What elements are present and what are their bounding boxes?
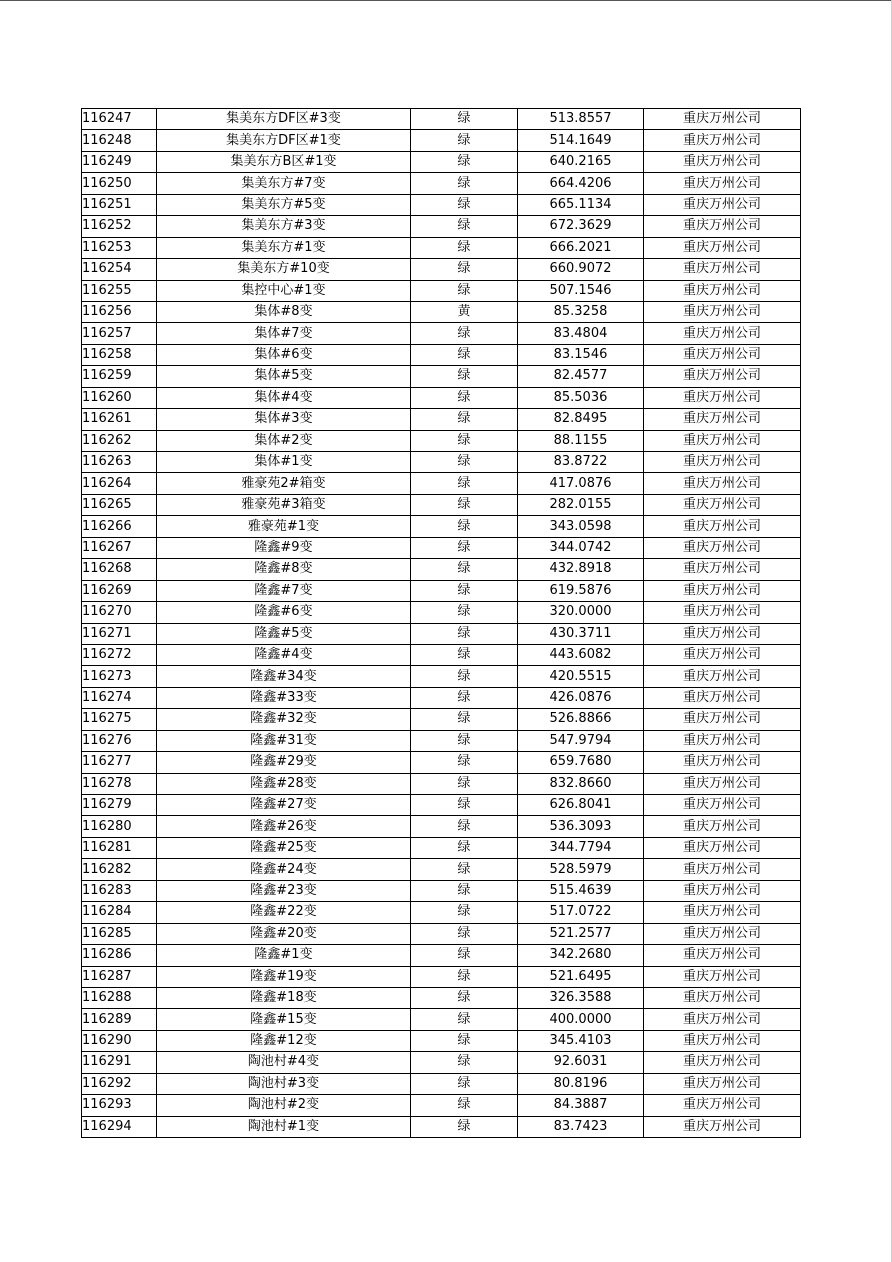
company-cell: 重庆万州公司 — [644, 580, 801, 601]
row-id-cell: 116293 — [82, 1095, 157, 1116]
value-cell: 521.2577 — [518, 923, 644, 944]
value-cell: 426.0876 — [518, 687, 644, 708]
table-row — [82, 644, 801, 665]
company-cell: 重庆万州公司 — [644, 1095, 801, 1116]
transformer-name-cell: 隆鑫#26变 — [157, 816, 411, 837]
row-id-cell: 116269 — [82, 580, 157, 601]
table-row — [82, 1009, 801, 1030]
table-row — [82, 194, 801, 215]
table-row — [82, 237, 801, 258]
status-cell: 绿 — [411, 837, 518, 858]
row-id-cell: 116247 — [82, 109, 157, 130]
table-row — [82, 580, 801, 601]
value-cell: 82.8495 — [518, 409, 644, 430]
row-id-cell: 116254 — [82, 259, 157, 280]
row-id-cell: 116282 — [82, 859, 157, 880]
table-row — [82, 666, 801, 687]
status-cell: 绿 — [411, 430, 518, 451]
company-cell: 重庆万州公司 — [644, 880, 801, 901]
transformer-name-cell: 隆鑫#9变 — [157, 537, 411, 558]
value-cell: 526.8866 — [518, 709, 644, 730]
value-cell: 84.3887 — [518, 1095, 644, 1116]
value-cell: 83.1546 — [518, 344, 644, 365]
value-cell: 515.4639 — [518, 880, 644, 901]
status-cell: 绿 — [411, 409, 518, 430]
transformer-name-cell: 隆鑫#22变 — [157, 902, 411, 923]
transformer-name-cell: 隆鑫#32变 — [157, 709, 411, 730]
table-row — [82, 409, 801, 430]
transformer-name-cell: 隆鑫#6变 — [157, 602, 411, 623]
transformer-data-table — [81, 108, 801, 1138]
table-row — [82, 773, 801, 794]
transformer-name-cell: 隆鑫#18变 — [157, 987, 411, 1008]
transformer-name-cell: 隆鑫#19变 — [157, 966, 411, 987]
status-cell: 绿 — [411, 816, 518, 837]
row-id-cell: 116261 — [82, 409, 157, 430]
value-cell: 80.8196 — [518, 1073, 644, 1094]
value-cell: 626.8041 — [518, 795, 644, 816]
status-cell: 绿 — [411, 580, 518, 601]
company-cell: 重庆万州公司 — [644, 795, 801, 816]
company-cell: 重庆万州公司 — [644, 902, 801, 923]
value-cell: 672.3629 — [518, 216, 644, 237]
company-cell: 重庆万州公司 — [644, 623, 801, 644]
row-id-cell: 116257 — [82, 323, 157, 344]
status-cell: 绿 — [411, 644, 518, 665]
value-cell: 344.0742 — [518, 537, 644, 558]
table-row — [82, 987, 801, 1008]
value-cell: 832.8660 — [518, 773, 644, 794]
company-cell: 重庆万州公司 — [644, 151, 801, 172]
row-id-cell: 116271 — [82, 623, 157, 644]
company-cell: 重庆万州公司 — [644, 837, 801, 858]
value-cell: 320.0000 — [518, 602, 644, 623]
row-id-cell: 116280 — [82, 816, 157, 837]
status-cell: 绿 — [411, 109, 518, 130]
status-cell: 绿 — [411, 494, 518, 515]
value-cell: 85.5036 — [518, 387, 644, 408]
table-row — [82, 151, 801, 172]
transformer-name-cell: 隆鑫#7变 — [157, 580, 411, 601]
transformer-name-cell: 隆鑫#20变 — [157, 923, 411, 944]
status-cell: 绿 — [411, 709, 518, 730]
row-id-cell: 116285 — [82, 923, 157, 944]
transformer-name-cell: 集体#7变 — [157, 323, 411, 344]
table-row — [82, 109, 801, 130]
value-cell: 547.9794 — [518, 730, 644, 751]
company-cell: 重庆万州公司 — [644, 280, 801, 301]
row-id-cell: 116286 — [82, 945, 157, 966]
value-cell: 88.1155 — [518, 430, 644, 451]
status-cell: 绿 — [411, 452, 518, 473]
table-row — [82, 966, 801, 987]
value-cell: 92.6031 — [518, 1052, 644, 1073]
status-cell: 绿 — [411, 1030, 518, 1051]
transformer-name-cell: 集美东方#7变 — [157, 173, 411, 194]
table-row — [82, 859, 801, 880]
transformer-name-cell: 集体#1变 — [157, 452, 411, 473]
transformer-name-cell: 集美东方#5变 — [157, 194, 411, 215]
transformer-name-cell: 雅豪苑2#箱变 — [157, 473, 411, 494]
value-cell: 417.0876 — [518, 473, 644, 494]
value-cell: 619.5876 — [518, 580, 644, 601]
transformer-name-cell: 集美东方DF区#3变 — [157, 109, 411, 130]
transformer-name-cell: 隆鑫#12变 — [157, 1030, 411, 1051]
company-cell: 重庆万州公司 — [644, 216, 801, 237]
company-cell: 重庆万州公司 — [644, 923, 801, 944]
value-cell: 443.6082 — [518, 644, 644, 665]
transformer-name-cell: 集控中心#1变 — [157, 280, 411, 301]
transformer-name-cell: 隆鑫#31变 — [157, 730, 411, 751]
company-cell: 重庆万州公司 — [644, 1073, 801, 1094]
table-row — [82, 923, 801, 944]
company-cell: 重庆万州公司 — [644, 387, 801, 408]
row-id-cell: 116248 — [82, 130, 157, 151]
company-cell: 重庆万州公司 — [644, 1009, 801, 1030]
company-cell: 重庆万州公司 — [644, 859, 801, 880]
status-cell: 绿 — [411, 1095, 518, 1116]
status-cell: 绿 — [411, 516, 518, 537]
table-row — [82, 602, 801, 623]
row-id-cell: 116292 — [82, 1073, 157, 1094]
row-id-cell: 116272 — [82, 644, 157, 665]
status-cell: 绿 — [411, 387, 518, 408]
table-row — [82, 516, 801, 537]
table-row — [82, 366, 801, 387]
transformer-name-cell: 陶池村#1变 — [157, 1116, 411, 1137]
value-cell: 343.0598 — [518, 516, 644, 537]
value-cell: 342.2680 — [518, 945, 644, 966]
transformer-name-cell: 集美东方DF区#1变 — [157, 130, 411, 151]
company-cell: 重庆万州公司 — [644, 537, 801, 558]
value-cell: 664.4206 — [518, 173, 644, 194]
value-cell: 82.4577 — [518, 366, 644, 387]
transformer-name-cell: 隆鑫#29变 — [157, 752, 411, 773]
row-id-cell: 116270 — [82, 602, 157, 623]
status-cell: 绿 — [411, 1073, 518, 1094]
company-cell: 重庆万州公司 — [644, 173, 801, 194]
row-id-cell: 116268 — [82, 559, 157, 580]
transformer-name-cell: 陶池村#3变 — [157, 1073, 411, 1094]
company-cell: 重庆万州公司 — [644, 773, 801, 794]
company-cell: 重庆万州公司 — [644, 237, 801, 258]
company-cell: 重庆万州公司 — [644, 409, 801, 430]
row-id-cell: 116255 — [82, 280, 157, 301]
table-row — [82, 795, 801, 816]
company-cell: 重庆万州公司 — [644, 194, 801, 215]
status-cell: 绿 — [411, 795, 518, 816]
company-cell: 重庆万州公司 — [644, 666, 801, 687]
table-row — [82, 494, 801, 515]
value-cell: 640.2165 — [518, 151, 644, 172]
status-cell: 绿 — [411, 880, 518, 901]
status-cell: 绿 — [411, 623, 518, 644]
company-cell: 重庆万州公司 — [644, 602, 801, 623]
value-cell: 83.7423 — [518, 1116, 644, 1137]
transformer-name-cell: 隆鑫#24变 — [157, 859, 411, 880]
status-cell: 绿 — [411, 687, 518, 708]
table-row — [82, 752, 801, 773]
company-cell: 重庆万州公司 — [644, 1030, 801, 1051]
row-id-cell: 116252 — [82, 216, 157, 237]
status-cell: 绿 — [411, 130, 518, 151]
company-cell: 重庆万州公司 — [644, 130, 801, 151]
page-top-rule — [0, 0, 892, 1]
row-id-cell: 116283 — [82, 880, 157, 901]
transformer-name-cell: 隆鑫#4变 — [157, 644, 411, 665]
status-cell: 黄 — [411, 301, 518, 322]
table-row — [82, 730, 801, 751]
transformer-name-cell: 集体#8变 — [157, 301, 411, 322]
value-cell: 521.6495 — [518, 966, 644, 987]
table-row — [82, 687, 801, 708]
transformer-name-cell: 集体#4变 — [157, 387, 411, 408]
table-row — [82, 387, 801, 408]
status-cell: 绿 — [411, 1009, 518, 1030]
company-cell: 重庆万州公司 — [644, 644, 801, 665]
table-row — [82, 623, 801, 644]
row-id-cell: 116250 — [82, 173, 157, 194]
value-cell: 659.7680 — [518, 752, 644, 773]
value-cell: 83.8722 — [518, 452, 644, 473]
value-cell: 83.4804 — [518, 323, 644, 344]
table-row — [82, 945, 801, 966]
table-row — [82, 344, 801, 365]
value-cell: 514.1649 — [518, 130, 644, 151]
status-cell: 绿 — [411, 259, 518, 280]
value-cell: 400.0000 — [518, 1009, 644, 1030]
row-id-cell: 116260 — [82, 387, 157, 408]
value-cell: 517.0722 — [518, 902, 644, 923]
transformer-name-cell: 隆鑫#1变 — [157, 945, 411, 966]
transformer-name-cell: 隆鑫#23变 — [157, 880, 411, 901]
row-id-cell: 116259 — [82, 366, 157, 387]
status-cell: 绿 — [411, 323, 518, 344]
company-cell: 重庆万州公司 — [644, 259, 801, 280]
company-cell: 重庆万州公司 — [644, 816, 801, 837]
company-cell: 重庆万州公司 — [644, 494, 801, 515]
company-cell: 重庆万州公司 — [644, 452, 801, 473]
value-cell: 282.0155 — [518, 494, 644, 515]
company-cell: 重庆万州公司 — [644, 687, 801, 708]
table-row — [82, 902, 801, 923]
table-body — [82, 109, 801, 1138]
company-cell: 重庆万州公司 — [644, 966, 801, 987]
row-id-cell: 116263 — [82, 452, 157, 473]
status-cell: 绿 — [411, 923, 518, 944]
company-cell: 重庆万州公司 — [644, 301, 801, 322]
table-row — [82, 280, 801, 301]
transformer-name-cell: 隆鑫#28变 — [157, 773, 411, 794]
company-cell: 重庆万州公司 — [644, 752, 801, 773]
table-row — [82, 216, 801, 237]
status-cell: 绿 — [411, 902, 518, 923]
row-id-cell: 116288 — [82, 987, 157, 1008]
table-row — [82, 130, 801, 151]
company-cell: 重庆万州公司 — [644, 430, 801, 451]
status-cell: 绿 — [411, 666, 518, 687]
table-row — [82, 709, 801, 730]
company-cell: 重庆万州公司 — [644, 109, 801, 130]
row-id-cell: 116279 — [82, 795, 157, 816]
status-cell: 绿 — [411, 987, 518, 1008]
status-cell: 绿 — [411, 1052, 518, 1073]
transformer-name-cell: 隆鑫#8变 — [157, 559, 411, 580]
row-id-cell: 116273 — [82, 666, 157, 687]
row-id-cell: 116251 — [82, 194, 157, 215]
table-row — [82, 1116, 801, 1137]
row-id-cell: 116253 — [82, 237, 157, 258]
transformer-name-cell: 隆鑫#34变 — [157, 666, 411, 687]
status-cell: 绿 — [411, 752, 518, 773]
status-cell: 绿 — [411, 730, 518, 751]
company-cell: 重庆万州公司 — [644, 1052, 801, 1073]
row-id-cell: 116277 — [82, 752, 157, 773]
value-cell: 344.7794 — [518, 837, 644, 858]
table-row — [82, 430, 801, 451]
row-id-cell: 116256 — [82, 301, 157, 322]
table-row — [82, 173, 801, 194]
status-cell: 绿 — [411, 173, 518, 194]
company-cell: 重庆万州公司 — [644, 559, 801, 580]
transformer-name-cell: 集美东方#3变 — [157, 216, 411, 237]
row-id-cell: 116281 — [82, 837, 157, 858]
value-cell: 85.3258 — [518, 301, 644, 322]
table-row — [82, 1030, 801, 1051]
status-cell: 绿 — [411, 945, 518, 966]
value-cell: 528.5979 — [518, 859, 644, 880]
status-cell: 绿 — [411, 1116, 518, 1137]
status-cell: 绿 — [411, 859, 518, 880]
status-cell: 绿 — [411, 280, 518, 301]
row-id-cell: 116278 — [82, 773, 157, 794]
company-cell: 重庆万州公司 — [644, 709, 801, 730]
value-cell: 660.9072 — [518, 259, 644, 280]
transformer-name-cell: 隆鑫#25变 — [157, 837, 411, 858]
row-id-cell: 116267 — [82, 537, 157, 558]
row-id-cell: 116289 — [82, 1009, 157, 1030]
row-id-cell: 116294 — [82, 1116, 157, 1137]
value-cell: 507.1546 — [518, 280, 644, 301]
transformer-name-cell: 隆鑫#15变 — [157, 1009, 411, 1030]
value-cell: 432.8918 — [518, 559, 644, 580]
value-cell: 666.2021 — [518, 237, 644, 258]
table-row — [82, 1095, 801, 1116]
transformer-name-cell: 隆鑫#5变 — [157, 623, 411, 644]
row-id-cell: 116275 — [82, 709, 157, 730]
row-id-cell: 116266 — [82, 516, 157, 537]
status-cell: 绿 — [411, 216, 518, 237]
value-cell: 345.4103 — [518, 1030, 644, 1051]
row-id-cell: 116287 — [82, 966, 157, 987]
row-id-cell: 116291 — [82, 1052, 157, 1073]
table-row — [82, 816, 801, 837]
row-id-cell: 116264 — [82, 473, 157, 494]
table-row — [82, 473, 801, 494]
status-cell: 绿 — [411, 773, 518, 794]
status-cell: 绿 — [411, 966, 518, 987]
company-cell: 重庆万州公司 — [644, 730, 801, 751]
value-cell: 430.3711 — [518, 623, 644, 644]
status-cell: 绿 — [411, 237, 518, 258]
value-cell: 420.5515 — [518, 666, 644, 687]
company-cell: 重庆万州公司 — [644, 366, 801, 387]
transformer-name-cell: 雅豪苑#3箱变 — [157, 494, 411, 515]
table-row — [82, 1073, 801, 1094]
transformer-name-cell: 集体#5变 — [157, 366, 411, 387]
status-cell: 绿 — [411, 151, 518, 172]
table-row — [82, 837, 801, 858]
row-id-cell: 116265 — [82, 494, 157, 515]
value-cell: 326.3588 — [518, 987, 644, 1008]
status-cell: 绿 — [411, 537, 518, 558]
transformer-name-cell: 陶池村#4变 — [157, 1052, 411, 1073]
row-id-cell: 116290 — [82, 1030, 157, 1051]
table-row — [82, 559, 801, 580]
row-id-cell: 116284 — [82, 902, 157, 923]
table-row — [82, 259, 801, 280]
transformer-name-cell: 隆鑫#33变 — [157, 687, 411, 708]
company-cell: 重庆万州公司 — [644, 323, 801, 344]
transformer-name-cell: 集体#6变 — [157, 344, 411, 365]
transformer-name-cell: 集美东方#10变 — [157, 259, 411, 280]
status-cell: 绿 — [411, 194, 518, 215]
value-cell: 536.3093 — [518, 816, 644, 837]
company-cell: 重庆万州公司 — [644, 473, 801, 494]
transformer-name-cell: 隆鑫#27变 — [157, 795, 411, 816]
row-id-cell: 116276 — [82, 730, 157, 751]
value-cell: 665.1134 — [518, 194, 644, 215]
status-cell: 绿 — [411, 366, 518, 387]
status-cell: 绿 — [411, 559, 518, 580]
status-cell: 绿 — [411, 473, 518, 494]
table-row — [82, 1052, 801, 1073]
transformer-name-cell: 集美东方#1变 — [157, 237, 411, 258]
table-row — [82, 537, 801, 558]
transformer-name-cell: 雅豪苑#1变 — [157, 516, 411, 537]
row-id-cell: 116258 — [82, 344, 157, 365]
status-cell: 绿 — [411, 344, 518, 365]
table-row — [82, 301, 801, 322]
company-cell: 重庆万州公司 — [644, 945, 801, 966]
table-row — [82, 880, 801, 901]
transformer-name-cell: 集美东方B区#1变 — [157, 151, 411, 172]
value-cell: 513.8557 — [518, 109, 644, 130]
row-id-cell: 116274 — [82, 687, 157, 708]
company-cell: 重庆万州公司 — [644, 1116, 801, 1137]
row-id-cell: 116262 — [82, 430, 157, 451]
transformer-name-cell: 陶池村#2变 — [157, 1095, 411, 1116]
row-id-cell: 116249 — [82, 151, 157, 172]
company-cell: 重庆万州公司 — [644, 516, 801, 537]
company-cell: 重庆万州公司 — [644, 344, 801, 365]
company-cell: 重庆万州公司 — [644, 987, 801, 1008]
table-row — [82, 452, 801, 473]
table-row — [82, 323, 801, 344]
transformer-name-cell: 集体#3变 — [157, 409, 411, 430]
status-cell: 绿 — [411, 602, 518, 623]
transformer-name-cell: 集体#2变 — [157, 430, 411, 451]
